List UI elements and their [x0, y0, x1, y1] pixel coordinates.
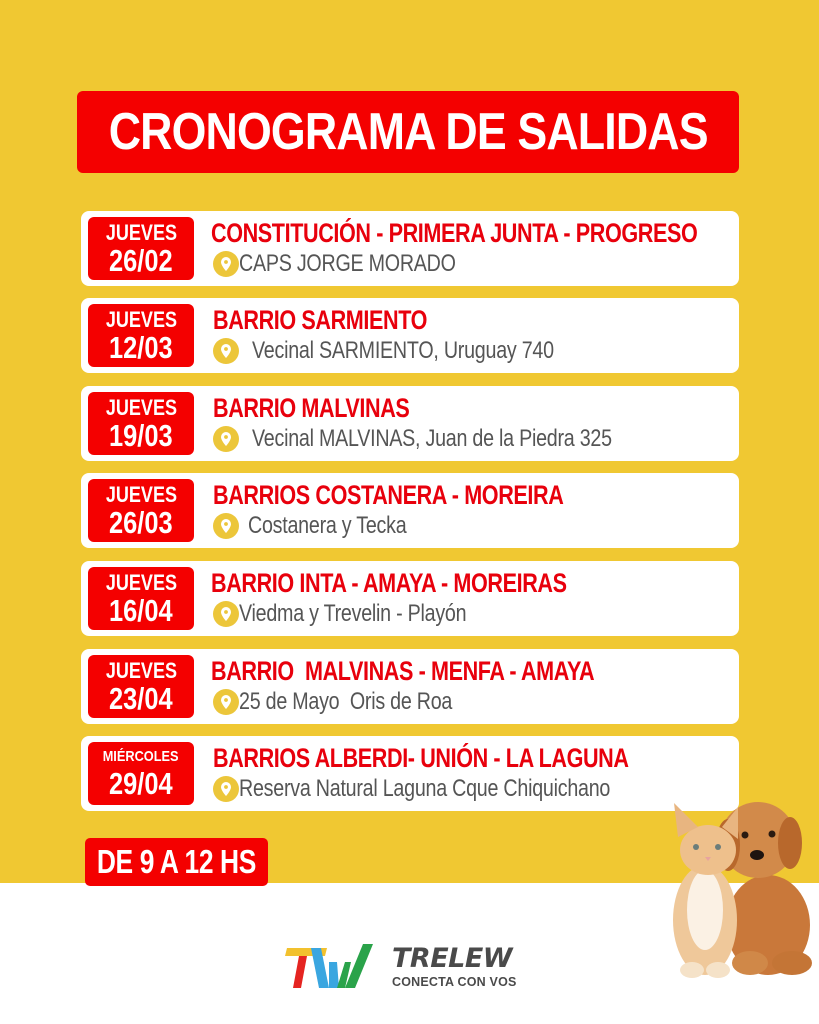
date-badge: [88, 655, 194, 718]
location-text: 25 de Mayo Oris de Roa: [239, 688, 453, 715]
schedule-card: [81, 386, 739, 461]
day-label: JUEVES: [105, 306, 177, 332]
neighborhood-title: BARRIO MALVINAS - MENFA - AMAYA: [211, 656, 595, 686]
hours-label: DE 9 A 12 HS: [96, 843, 257, 880]
trelew-logo-icon: [285, 942, 377, 992]
location-text: Viedma y Trevelin - Playón: [239, 600, 467, 627]
date-label: 26/02: [109, 242, 173, 278]
day-label: MIÉRCOLES: [103, 747, 179, 765]
location-text: CAPS JORGE MORADO: [239, 250, 456, 277]
location-pin-icon: [213, 338, 239, 364]
schedule-card: [81, 211, 739, 286]
day-label: JUEVES: [105, 657, 177, 683]
location-row: [213, 774, 692, 804]
location-pin-icon: [213, 426, 239, 452]
day-label: JUEVES: [105, 394, 177, 420]
neighborhood-title: CONSTITUCIÓN - PRIMERA JUNTA - PROGRESO: [211, 218, 698, 248]
schedule-card: [81, 298, 739, 373]
date-badge: [88, 742, 194, 805]
date-badge: [88, 304, 194, 367]
location-pin-icon: [213, 251, 239, 277]
schedule-card: [81, 561, 739, 636]
location-pin-icon: [213, 513, 239, 539]
neighborhood-title: BARRIO INTA - AMAYA - MOREIRAS: [211, 568, 567, 598]
day-label: JUEVES: [105, 219, 177, 245]
location-text: Vecinal SARMIENTO, Uruguay 740: [252, 337, 554, 364]
neighborhood-title: BARRIO MALVINAS: [213, 393, 410, 423]
date-label: 23/04: [109, 680, 173, 716]
schedule-card: [81, 649, 739, 724]
day-label: JUEVES: [105, 569, 177, 595]
location-row: [213, 511, 441, 541]
neighborhood-title: BARRIOS ALBERDI- UNIÓN - LA LAGUNA: [213, 743, 629, 773]
title-banner: [77, 91, 739, 173]
location-row: [213, 424, 691, 454]
location-text: Reserva Natural Laguna Cque Chiquichano: [239, 775, 611, 802]
page-title: CRONOGRAMA DE SALIDAS: [108, 103, 708, 161]
schedule-card: [81, 736, 739, 811]
day-label: JUEVES: [105, 481, 177, 507]
location-text: Vecinal MALVINAS, Juan de la Piedra 325: [252, 425, 612, 452]
location-row: [213, 599, 516, 629]
date-label: 19/03: [109, 417, 173, 453]
logo-tagline: CONECTA CON VOS: [392, 975, 517, 989]
location-pin-icon: [213, 601, 239, 627]
neighborhood-title: BARRIOS COSTANERA - MOREIRA: [213, 480, 564, 510]
date-label: 29/04: [109, 765, 173, 801]
location-row: [213, 336, 620, 366]
neighborhood-title: BARRIO SARMIENTO: [213, 305, 428, 335]
location-row: [213, 249, 503, 279]
hours-badge: [85, 838, 268, 886]
date-label: 12/03: [109, 329, 173, 365]
date-badge: [88, 217, 194, 280]
location-row: [213, 687, 499, 717]
logo-name: TRELEW: [392, 943, 513, 974]
trelew-logo: [285, 940, 545, 994]
date-badge: [88, 479, 194, 542]
schedule-card: [81, 473, 739, 548]
date-badge: [88, 567, 194, 630]
date-label: 16/04: [109, 592, 173, 628]
date-badge: [88, 392, 194, 455]
location-text: Costanera y Tecka: [248, 512, 407, 539]
kitten-puppy-image: [650, 785, 819, 980]
location-pin-icon: [213, 776, 239, 802]
location-pin-icon: [213, 689, 239, 715]
date-label: 26/03: [109, 504, 173, 540]
